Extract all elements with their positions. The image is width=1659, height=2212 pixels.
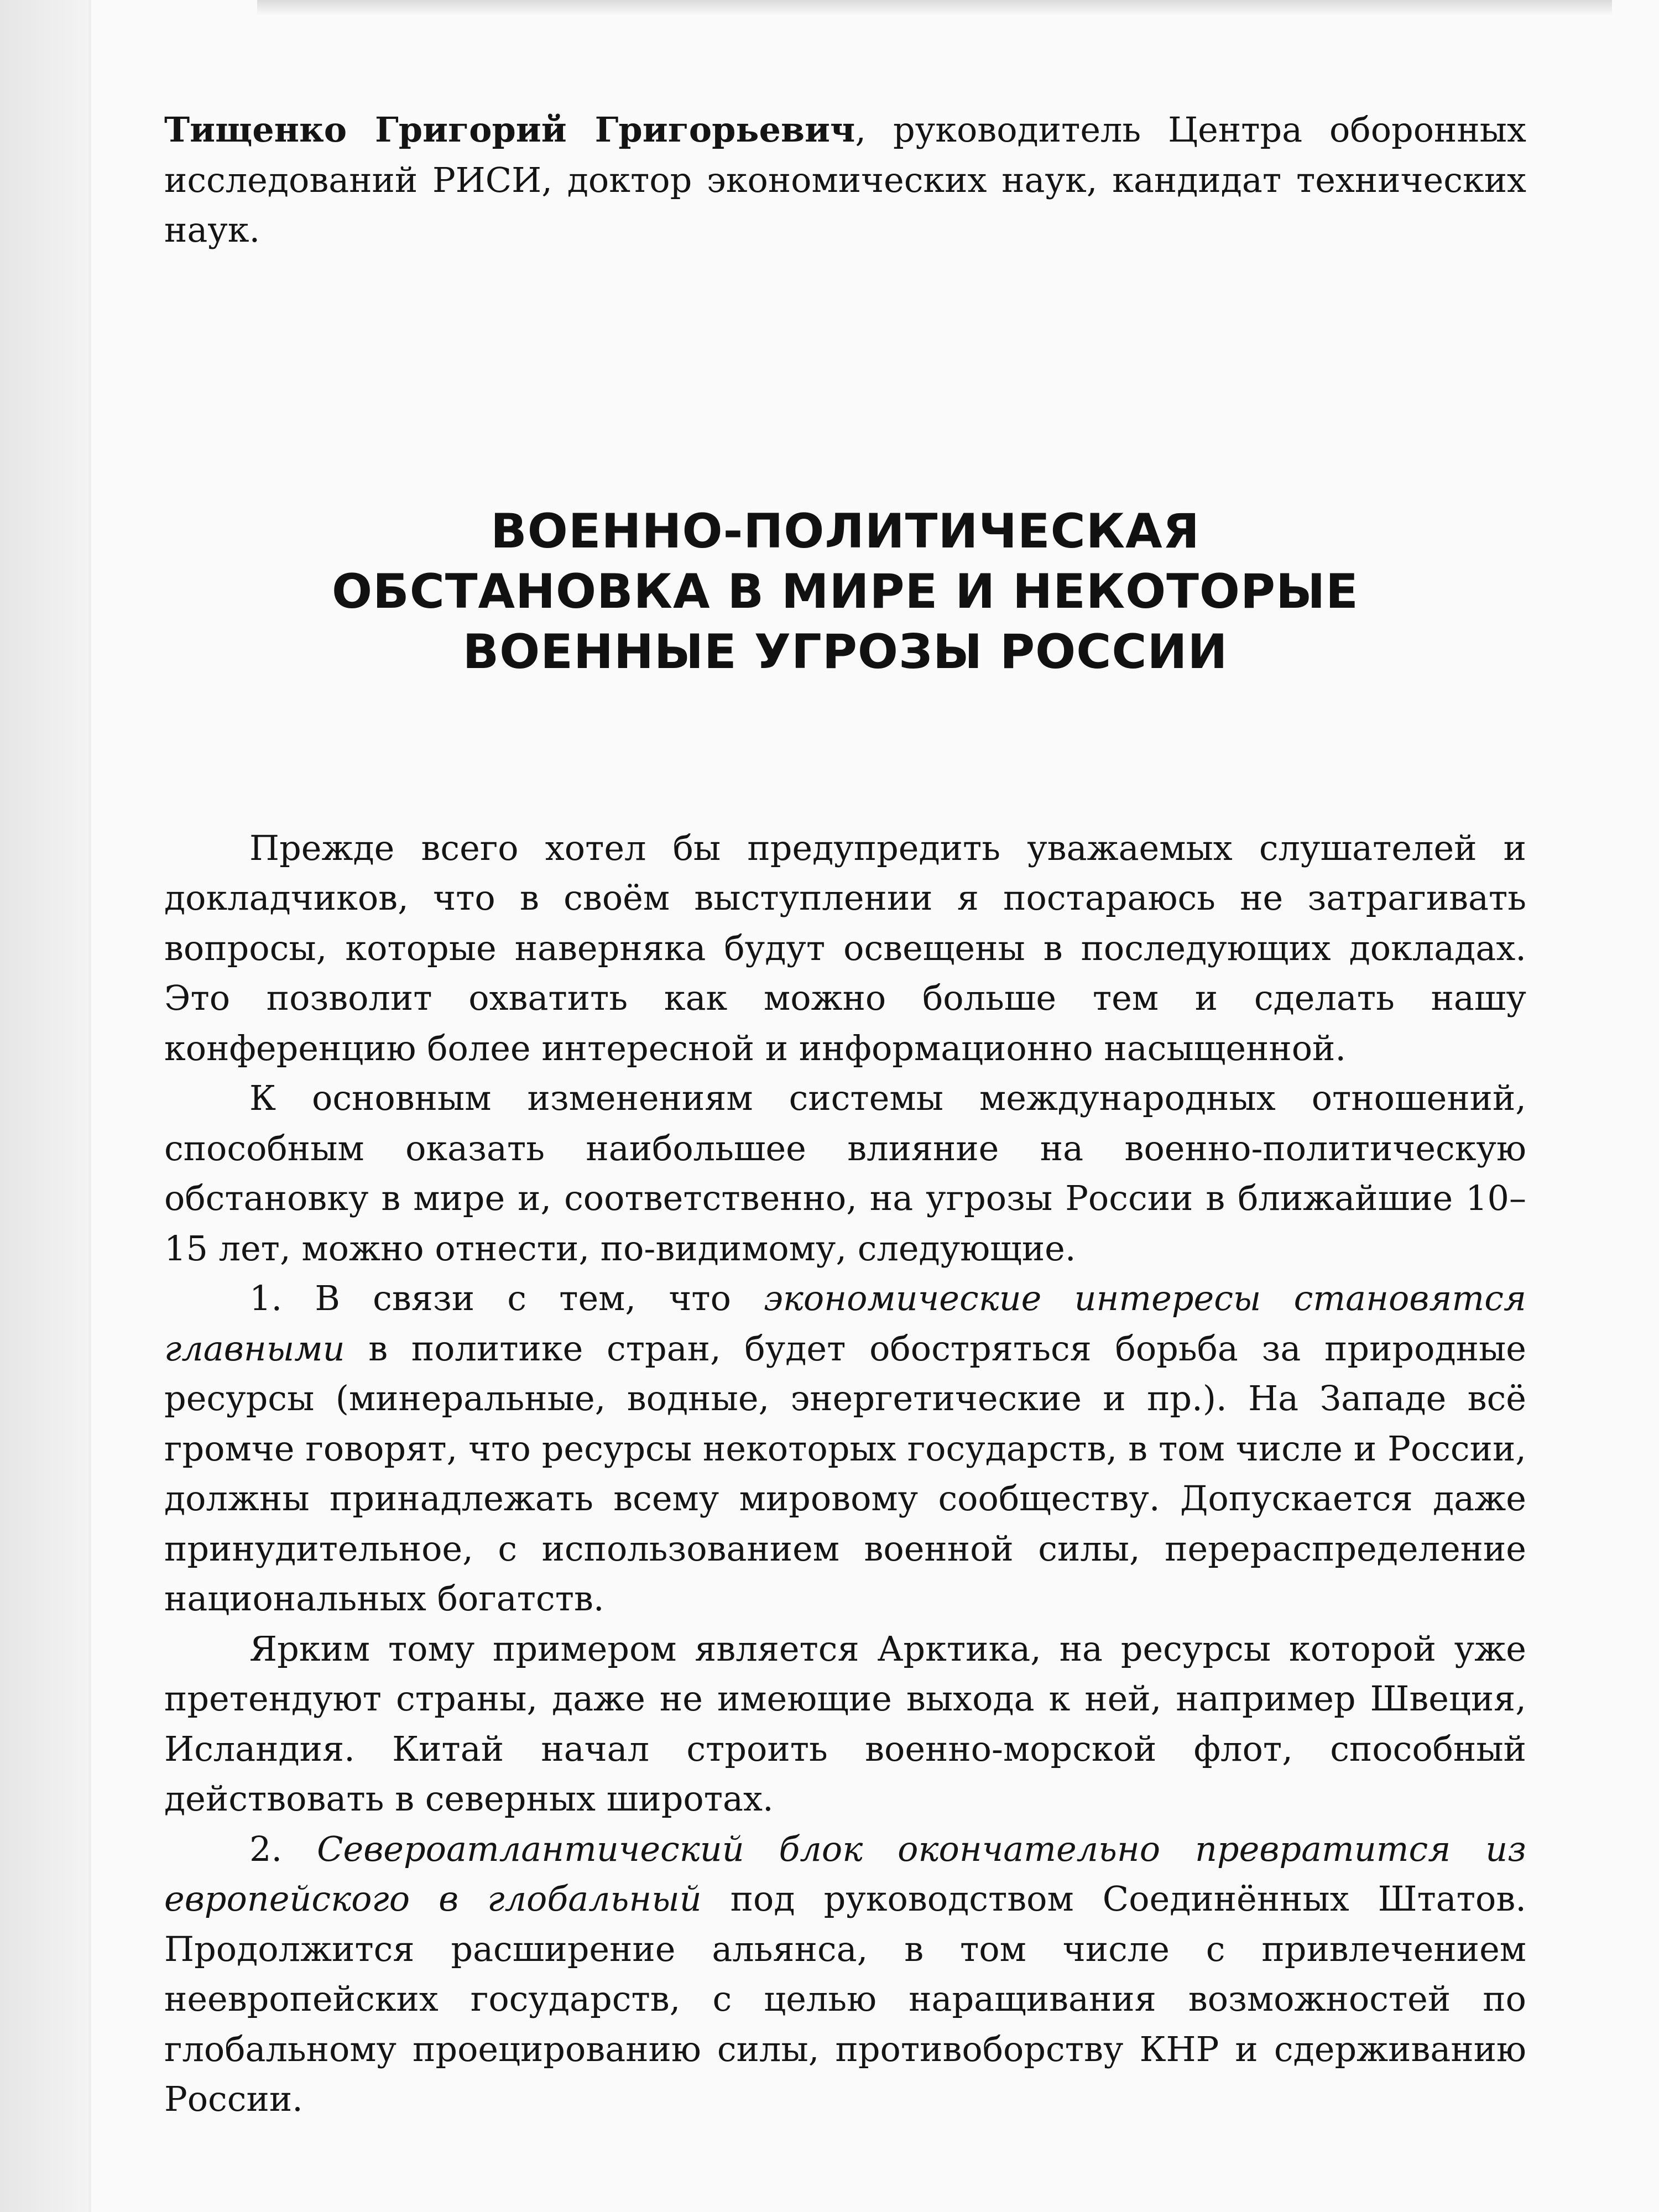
paragraph-3 — [164, 1274, 1526, 1624]
author-info — [164, 105, 1526, 255]
paragraph-3-rest: в политике стран, будет обостряться борьба за природные ресурсы (минеральные, водные, энергетические и пр.). На Западе всё громче говорят, что ресурсы некоторых государств, в том числе и России, должны принадлежать всему мировому сообществу. Допускается даже принудительное, с использованием военной силы, перераспределение национальных богатств. — [164, 1328, 1526, 1619]
author-description: , руководитель Центра оборонных исследований РИСИ, доктор экономических наук, кандидат технических наук. — [164, 109, 1526, 250]
paragraph-5-rest: под руководством Соединённых Штатов. Продолжится расширение альянса, в том числе с привлечением неевропейских государств, с целью наращивания возможностей по глобальному проецированию силы, противоборству КНР и сдерживанию России. — [164, 1879, 1526, 2119]
title-line-2: ОБСТАНОВКА В МИРЕ И НЕКОТОРЫЕ — [332, 564, 1359, 619]
paragraph-5-lead: 2. — [249, 1828, 317, 1869]
paragraph-3-lead: 1. В связи с тем, что — [249, 1278, 764, 1318]
top-bleed-shadow — [257, 0, 1612, 15]
title-line-1: ВОЕННО-ПОЛИТИЧЕСКАЯ — [491, 503, 1200, 559]
paragraph-3-emphasis: экономические интересы становятся главными — [164, 1278, 1526, 1369]
paragraph-1: Прежде всего хотел бы предупредить уважаемых слушателей и докладчиков, что в своём выступлении я постараюсь не затрагивать вопросы, которые наверняка будут освещены в последующих докладах. Это позволит охватить как можно больше тем и сделать нашу конференцию более интересной и информационно насыщенной. — [164, 827, 1526, 1068]
paragraph-2: К основным изменениям системы международных отношений, способным оказать наибольшее влияние на военно-политическую обстановку в мире и, соответственно, на угрозы России в ближайшие 10–15 лет, можно отнести, по-видимому, следующие. — [164, 1078, 1526, 1269]
paragraph-5 — [164, 1824, 1526, 2125]
document-content — [164, 105, 1526, 2125]
paragraph-4: Ярким тому примером является Арктика, на ресурсы которой уже претендуют страны, даже не имеющие выхода к ней, например Швеция, Исландия. Китай начал строить военно-морской флот, способный действовать в северных широтах. — [164, 1628, 1526, 1819]
title-line-3: ВОЕННЫЕ УГРОЗЫ РОССИИ — [462, 624, 1228, 680]
page-gutter — [0, 0, 88, 2212]
article-title — [164, 502, 1526, 682]
author-name: Тищенко Григорий Григорьевич — [164, 109, 855, 150]
paragraph-5-emphasis: Североатлантический блок окончательно превратится из европейского в глобальный — [164, 1828, 1526, 1919]
article-body — [164, 823, 1526, 2125]
